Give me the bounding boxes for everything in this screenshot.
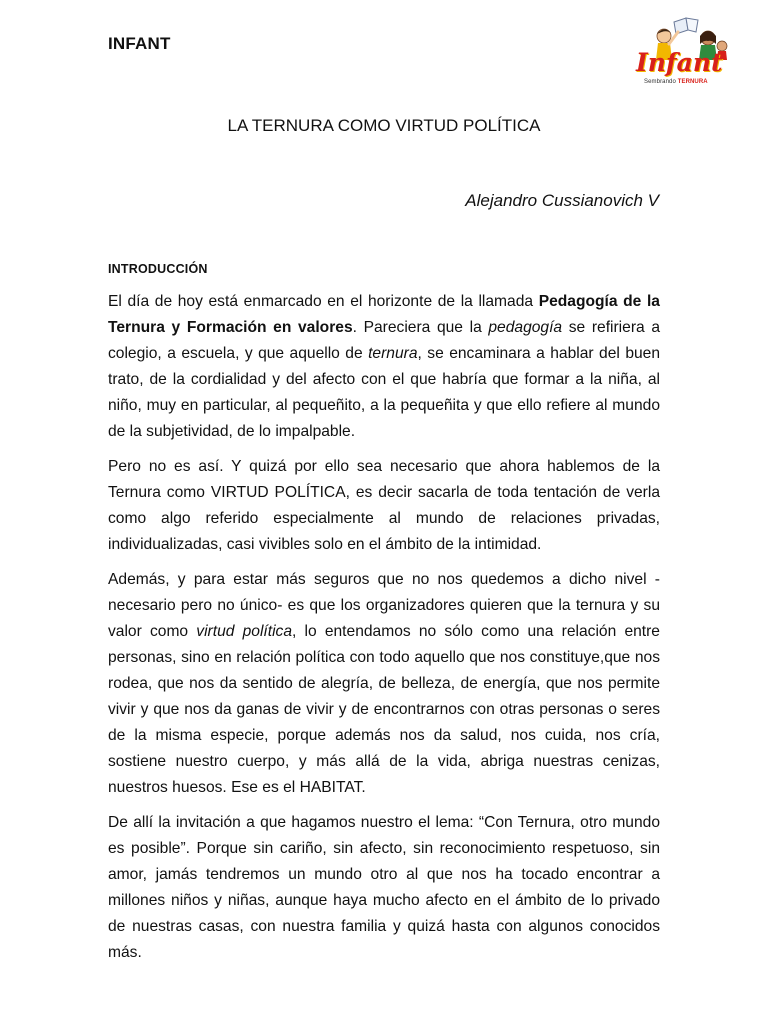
paragraph-1 bbox=[108, 289, 660, 445]
paragraph-3 bbox=[108, 567, 660, 801]
body-text bbox=[108, 289, 660, 975]
page-title: LA TERNURA COMO VIRTUD POLÍTICA bbox=[227, 116, 541, 135]
p3-text-c: , lo entendamos no sólo como una relación entre personas, sino en relación política con todo aquello que nos constituye,que nos rodea, que nos da sentido de alegría, de belleza, de energía, que nos permite vivir y que nos da ganas de vivir y de encontrarnos con otras personas o seres de la misma especie, porque además nos da salud, nos cuida, nos cría, sostiene nuestro cuerpo, y más allá de la vida, abriga nuestras cenizas, nuestros huesos. Ese es el HABITAT. bbox=[108, 623, 660, 796]
logo-tagline bbox=[644, 79, 708, 85]
infant-logo bbox=[628, 14, 730, 92]
p1-text-c: . Pareciera que la bbox=[352, 319, 489, 336]
paragraph-4: De allí la invitación a que hagamos nuestro el lema: “Con Ternura, otro mundo es posible”. Porque sin cariño, sin afecto, sin reconocimiento respetuoso, sin amor, jamás tendremos un mundo otro al que nos ha tocado encontrar a millones niños y niñas, aunque haya mucho afecto en el ámbito de lo privado de nuestras casas, con nuestra familia y quizá hasta con algunos conocidos más. bbox=[108, 814, 660, 961]
p1-italic-pedagogia: pedagogía bbox=[488, 319, 563, 336]
logo-wordmark: Infant bbox=[636, 48, 723, 77]
p3-text-a: Además, y para estar más seguros que no nos quedemos a dicho nivel - necesario pero no único- es que los organizadores quieren que la ternura y su valor como bbox=[108, 571, 660, 640]
p1-text-e: se refiriera a colegio, a escuela, y que aquello de bbox=[108, 319, 660, 362]
section-heading: INTRODUCCIÓN bbox=[108, 262, 208, 276]
logo-tagline-a: Sembrando bbox=[644, 79, 676, 85]
p3-italic-virtud-politica: virtud política bbox=[196, 623, 293, 640]
p1-italic-ternura: ternura bbox=[368, 345, 418, 362]
author-name: Alejandro Cussianovich V bbox=[465, 191, 659, 210]
logo-tagline-b: TERNURA bbox=[677, 79, 708, 85]
p1-text-g: , se encaminara a hablar del buen trato, de la cordialidad y del afecto con el que habría que formar a la niña, al niño, muy en particular, al pequeñito, a la pequeñita y que ello refiere al mundo de la subjetividad, de lo impalpable. bbox=[108, 345, 661, 440]
p1-text-a: El día de hoy está enmarcado en el horizonte de la llamada bbox=[108, 293, 539, 310]
p1-bold-phrase: Pedagogía de la Ternura y Formación en valores bbox=[108, 293, 660, 336]
header-label: INFANT bbox=[108, 34, 171, 53]
paragraph-2: Pero no es así. Y quizá por ello sea necesario que ahora hablemos de la Ternura como VIRTUD POLÍTICA, es decir sacarla de toda tentación de verla como algo referido especialmente al mundo de relaciones privadas, individualizadas, casi vivibles solo en el ámbito de la intimidad. bbox=[108, 458, 660, 553]
